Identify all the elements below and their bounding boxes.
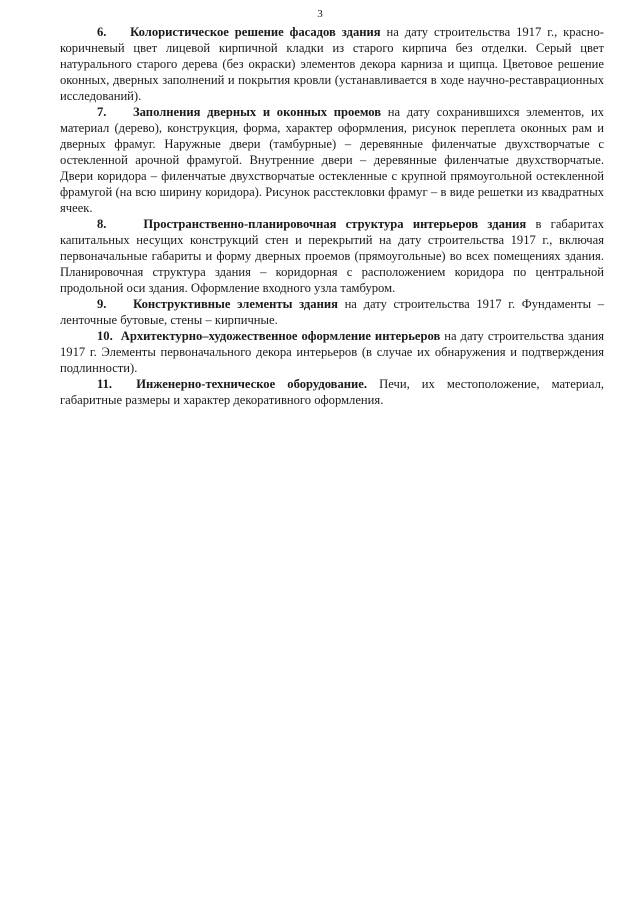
section-10-number: 10. [97,329,113,343]
section-9-text: на дату строительства 1917 г. Фундаменты – ленточные бутовые, стены – кирпичные. [60,297,604,327]
section-6-number: 6. [97,25,107,39]
page-number: 3 [317,8,323,20]
section-8-title: Пространственно-планировочная структура интерьеров здания [143,217,527,231]
section-7-title: Заполнения дверных и оконных проемов [133,105,382,119]
section-8 [60,216,604,296]
section-11 [60,376,604,408]
section-10 [60,328,604,376]
section-11-heading [97,377,367,391]
section-9-title: Конструктивные элементы здания [133,297,338,311]
section-10-title: Архитектурно–художественное оформление интерьеров [120,329,441,343]
section-8-heading [97,217,526,231]
section-9-heading [97,297,338,311]
section-7-heading [97,105,381,119]
section-6-heading [97,25,381,39]
section-6-text: на дату строительства 1917 г., красно-коричневый цвет лицевой кирпичной кладки из старого кирпича без отделки. Серый цвет натурального старого дерева (без окраски) элементов декора карниза и щипца. Цветовое решение оконных, дверных заполнений и покрытия кровли (устанавливается в ходе научно-реставрационных исследований). [60,25,604,103]
document-body [60,24,604,408]
section-11-number: 11. [97,377,113,391]
section-10-text: на дату строительства здания 1917 г. Элементы первоначального декора интерьеров (в случае их обнаружения и подтверждения подлинности). [60,329,604,375]
section-7-text: на дату сохранившихся элементов, их материал (дерево), конструкция, форма, характер оформления, рисунок переплета оконных рам и дверных фрамуг. Наружные двери (тамбурные) – деревянные филенчатые двухстворчатые с остекленной арочной фрамугой. Внутренние двери – деревянные филенчатые двухстворчатые. Двери коридора – филенчатые двухстворчатые остекленные с крупной прямоугольной остекленной фрамугой (на всю ширину коридора). Рисунок расстекловки фрамуг – в виде решетки из квадратных ячеек. [60,105,604,215]
section-9-number: 9. [97,297,107,311]
section-9 [60,296,604,328]
section-10-heading [97,329,440,343]
section-11-text: Печи, их местоположение, материал, габаритные размеры и характер декоративного оформления. [60,377,604,407]
section-11-title: Инженерно-техническое оборудование. [136,377,368,391]
section-6-title: Колористическое решение фасадов здания [130,25,381,39]
section-8-text: в габаритах капитальных несущих конструкций стен и перекрытий на дату строительства 1917 г., включая первоначальные габариты и форму дверных проемов (прямоугольные) во всех помещениях здания. Планировочная структура здания – коридорная с расположением коридора по центральной продольной оси здания. Оформление входного узла тамбуром. [60,217,605,295]
section-7-number: 7. [97,105,107,119]
section-8-number: 8. [97,217,107,231]
section-6 [60,24,604,104]
section-7 [60,104,604,216]
